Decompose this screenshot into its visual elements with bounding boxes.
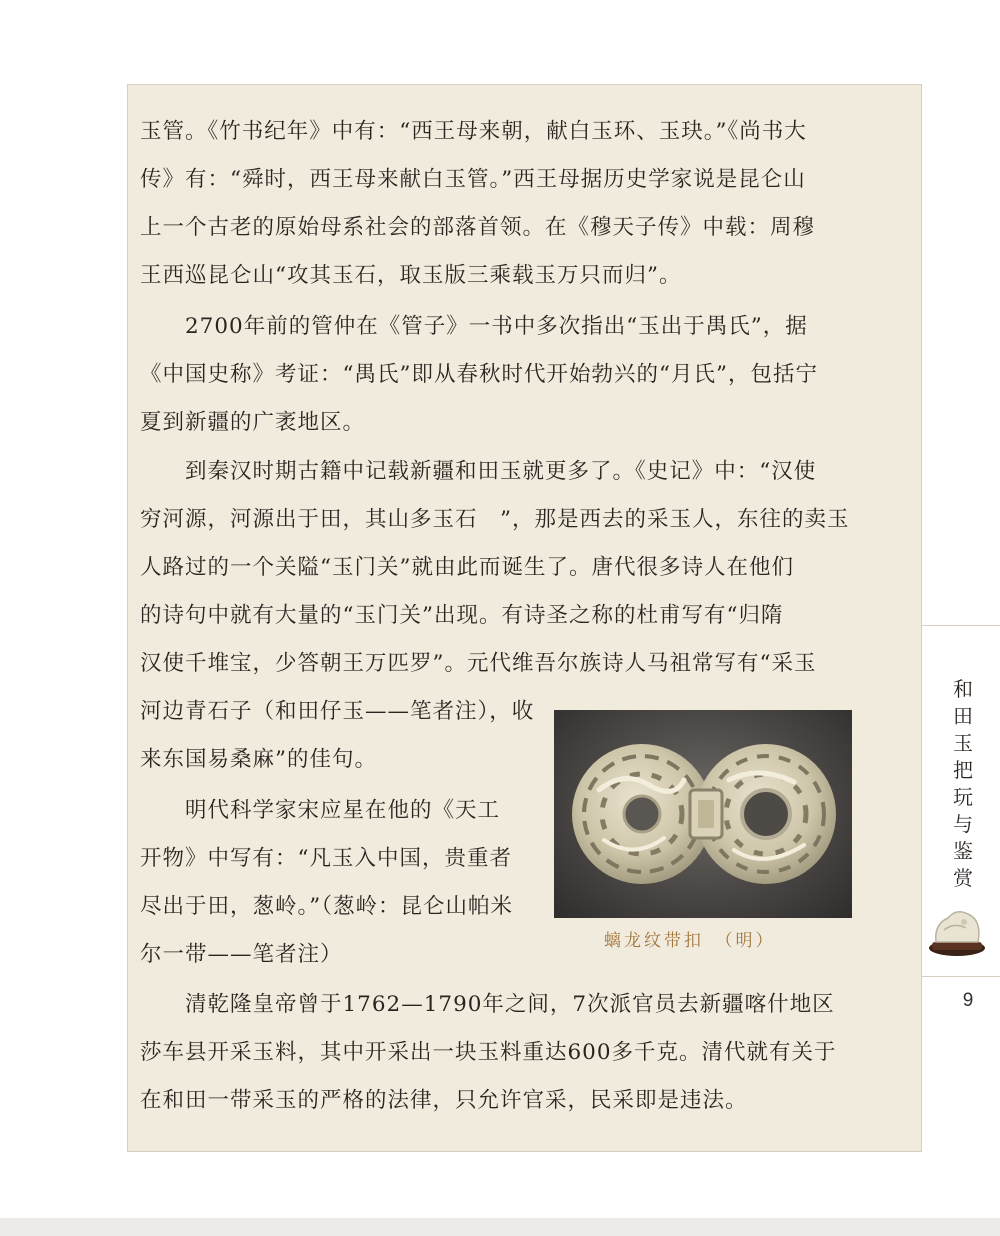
jade-belt-buckle-illustration [554, 710, 852, 918]
text-line: 在和田一带采玉的严格的法律，只允许官采，民采即是违法。 [140, 1088, 748, 1113]
paragraph-5 [140, 981, 837, 1125]
text-line: 人路过的一个关隘“玉门关”就由此而诞生了。唐代很多诗人在他们 [140, 555, 794, 580]
text-line: 穷河源，河源出于田，其山多玉石 ”，那是西去的采玉人，东往的卖玉 [140, 507, 850, 532]
text-line: 明代科学家宋应星在他的《天工 [140, 798, 501, 823]
text-line: 到秦汉时期古籍中记载新疆和田玉就更多了。《史记》中：“汉使 [140, 459, 817, 484]
text-line: 来东国易桑麻”的佳句。 [140, 747, 377, 772]
paragraph-1 [140, 108, 815, 300]
jade-belt-buckle-photo [554, 710, 852, 918]
paragraph-4 [140, 787, 513, 979]
text-line: 尔一带——笔者注） [140, 942, 343, 967]
page-bottom-edge [0, 1218, 1000, 1236]
text-line: 夏到新疆的广袤地区。 [140, 410, 366, 435]
text-line: 上一个古老的原始母系社会的部落首领。在《穆天子传》中载：周穆 [140, 215, 816, 240]
text-line: 玉管。《竹书纪年》中有：“西王母来朝，献白玉环、玉玦。”《尚书大 [140, 119, 807, 144]
text-line: 开物》中写有：“凡玉入中国，贵重者 [140, 846, 512, 871]
text-line: 尽出于田，葱岭。”（葱岭：昆仑山帕米 [140, 894, 513, 919]
text-line: 传》有：“舜时，西王母来献白玉管。”西王母据历史学家说是昆仑山 [140, 167, 806, 192]
jade-carving-icon [926, 900, 988, 958]
text-line: 王西巡昆仑山“攻其玉石，取玉版三乘载玉万只而归”。 [140, 263, 682, 288]
text-line: 河边青石子（和田仔玉——笔者注），收 [140, 699, 535, 724]
paragraph-2 [140, 303, 818, 447]
text-line: 汉使千堆宝，少答朝王万匹罗”。元代维吾尔族诗人马祖常写有“采玉 [140, 651, 817, 676]
page-number: 9 [962, 990, 974, 1011]
figure-caption: 螭龙纹带扣 （明） [604, 931, 776, 951]
text-line: 的诗句中就有大量的“玉门关”出现。有诗圣之称的杜甫写有“归隋 [140, 603, 784, 628]
text-line: 清乾隆皇帝曾于1762—1790年之间，7次派官员去新疆喀什地区 [140, 992, 835, 1017]
text-line: 2700年前的管仲在《管子》一书中多次指出“玉出于禺氏”，据 [140, 314, 808, 339]
book-title-vertical: 和田玉把玩与鉴赏 [953, 677, 973, 890]
text-line: 莎车县开采玉料，其中开采出一块玉料重达600多千克。清代就有关于 [140, 1040, 837, 1065]
text-line: 《中国史称》考证：“禺氏”即从春秋时代开始勃兴的“月氏”，包括宁 [140, 362, 818, 387]
buckle-hook [690, 790, 722, 838]
